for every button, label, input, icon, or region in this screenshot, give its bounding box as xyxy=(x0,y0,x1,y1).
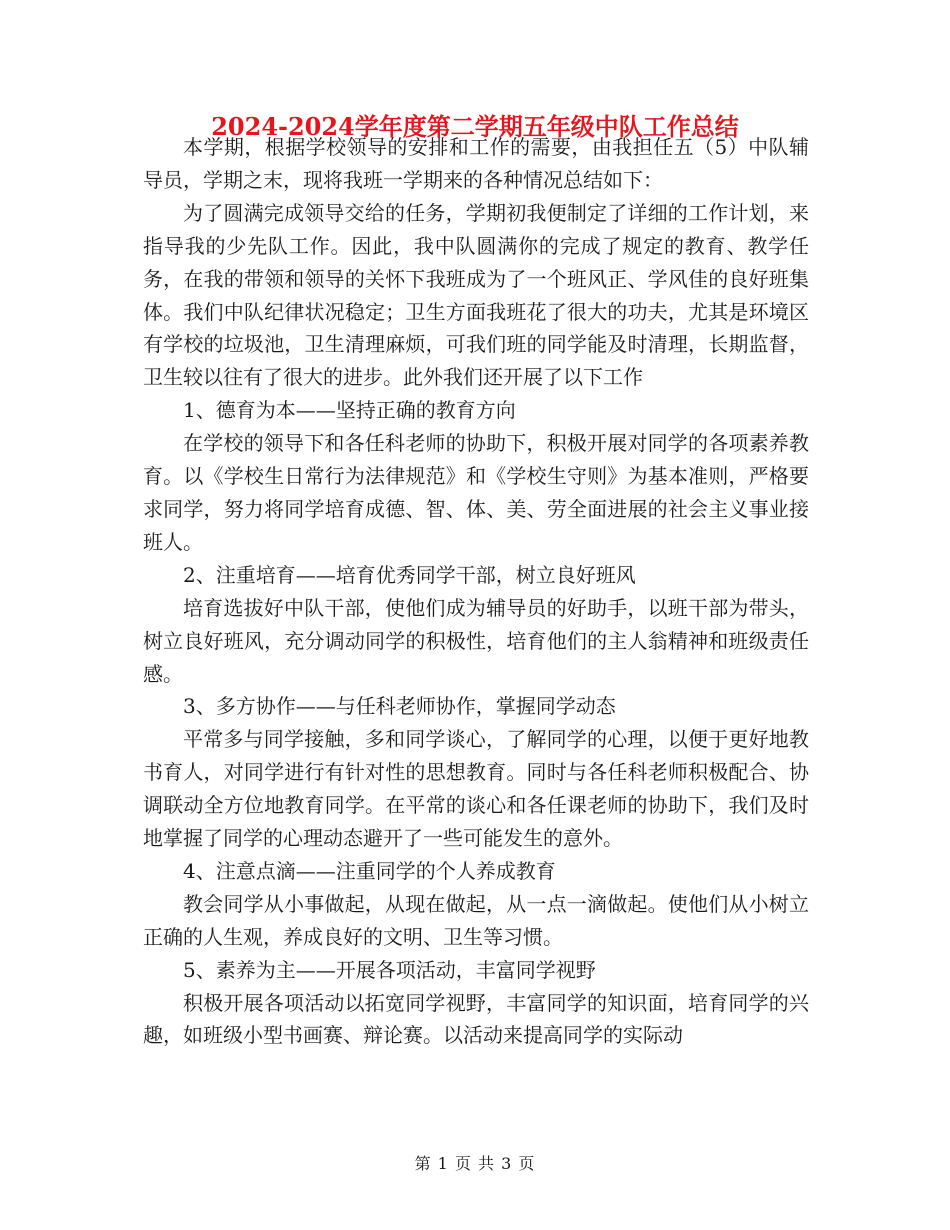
section-heading-5: 5、素养为主——开展各项活动，丰富同学视野 xyxy=(183,957,596,982)
paragraph-section-5: 积极开展各项活动以拓宽同学视野，丰富同学的知识面，培育同学的兴趣，如班级小型书画赛、辩论赛。以活动来提高同学的实际动 xyxy=(143,990,809,1048)
page-number-footer: 第 1 页 共 3 页 xyxy=(414,1154,536,1173)
section-heading-4: 4、注意点滴——注重同学的个人养成教育 xyxy=(183,858,556,883)
paragraph-section-3: 平常多与同学接触，多和同学谈心，了解同学的心理，以便于更好地教书育人，对同学进行有针对性的思想教育。同时与各任科老师积极配合、协调联动全方位地教育同学。在平常的谈心和各任课老师的协助下，我们及时地掌握了同学的心理动态避开了一些可能发生的意外。 xyxy=(143,727,809,851)
paragraph-section-1: 在学校的领导下和各任科老师的协助下，积极开展对同学的各项素养教育。以《学校生日常行为法律规范》和《学校生守则》为基本准则，严格要求同学，努力将同学培育成德、智、体、美、劳全面进展的社会主义事业接班人。 xyxy=(143,431,809,554)
paragraph-section-4: 教会同学从小事做起，从现在做起，从一点一滴做起。使他们从小树立正确的人生观，养成良好的文明、卫生等习惯。 xyxy=(143,891,809,949)
paragraph-overview: 为了圆满完成领导交给的任务，学期初我便制定了详细的工作计划，来指导我的少先队工作。因此，我中队圆满你的完成了规定的教育、教学任务，在我的带领和领导的关怀下我班成为了一个班风正、学风佳的良好班集体。我们中队纪律状况稳定；卫生方面我班花了很大的功夫，尤其是环境区有学校的垃圾池，卫生清理麻烦，可我们班的同学能及时清理，长期监督，卫生较以往有了很大的进步。此外我们还开展了以下工作 xyxy=(143,200,809,390)
section-heading-2: 2、注重培育——培育优秀同学干部，树立良好班风 xyxy=(183,562,636,587)
paragraph-section-2: 培育选拔好中队干部，使他们成为辅导员的好助手，以班干部为带头，树立良好班风，充分调动同学的积极性，培育他们的主人翁精神和班级责任感。 xyxy=(143,595,809,686)
document-title: 2024-2024学年度第二学期五年级中队工作总结 xyxy=(211,112,739,141)
section-heading-1: 1、德育为本——坚持正确的教育方向 xyxy=(183,398,516,423)
document-body xyxy=(143,131,809,1052)
section-heading-3: 3、多方协作——与任科老师协作，掌握同学动态 xyxy=(183,694,616,719)
paragraph-intro: 本学期，根据学校领导的安排和工作的需要，由我担任五（5）中队辅导员，学期之末，现将我班一学期来的各种情况总结如下： xyxy=(143,135,809,192)
